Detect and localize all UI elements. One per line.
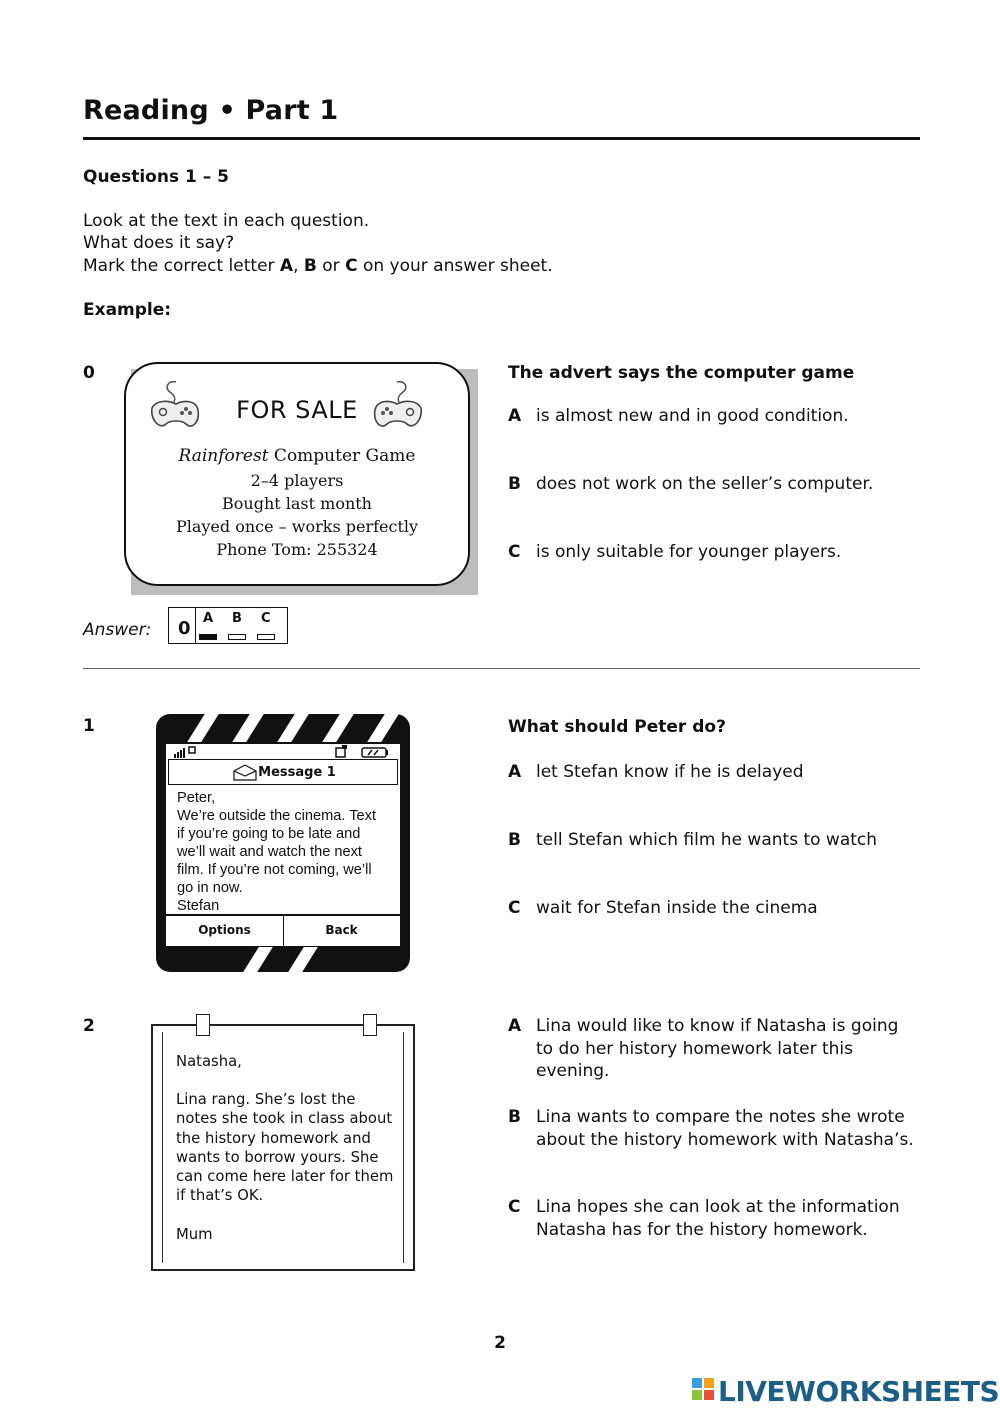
option-letter: C xyxy=(508,1197,521,1217)
advert-game-title: Rainforest xyxy=(178,446,269,466)
signal-icon xyxy=(174,746,198,758)
answer-label: Answer: xyxy=(83,620,152,640)
answer-letter-a: A xyxy=(203,611,214,626)
message-title: Message 1 xyxy=(258,765,336,780)
advert-bought: Bought last month xyxy=(222,494,372,513)
logo-square-icon xyxy=(692,1390,702,1400)
for-sale-advert xyxy=(124,362,470,586)
phone-message xyxy=(156,714,410,972)
message-title-bar xyxy=(168,759,398,785)
advert-players: 2–4 players xyxy=(250,471,344,490)
example-option-b[interactable] xyxy=(508,473,908,497)
example-number: 0 xyxy=(83,363,95,383)
phone-stripe xyxy=(288,947,318,972)
option-letter: A xyxy=(508,762,522,782)
option-text: Lina hopes she can look at the information Natasha has for the history homework. xyxy=(536,1197,900,1240)
letter-b: B xyxy=(303,256,317,276)
answer-letter-c: C xyxy=(261,611,271,626)
letter-c: C xyxy=(345,256,358,276)
q2-option-c[interactable] xyxy=(508,1196,908,1242)
phone-stripe xyxy=(277,714,308,742)
example-question: The advert says the computer game xyxy=(508,363,855,383)
message-line: go in now. xyxy=(177,880,243,896)
message-line: if you’re going to be late and xyxy=(177,826,361,842)
option-text: let Stefan know if he is delayed xyxy=(536,762,804,782)
phone-stripe xyxy=(187,714,218,742)
phone-stripe xyxy=(232,714,263,742)
note-line: Lina rang. She’s lost the xyxy=(176,1091,356,1108)
message-text xyxy=(177,789,399,915)
note-line: if that’s OK. xyxy=(176,1187,264,1205)
option-text: does not work on the seller’s computer. xyxy=(536,474,874,494)
example-label: Example: xyxy=(83,300,172,320)
option-letter: A xyxy=(508,406,522,426)
instruction-text: on your answer sheet. xyxy=(357,256,553,276)
envelope-icon xyxy=(233,764,257,781)
phone-status-bar xyxy=(166,744,400,759)
option-text: Lina would like to know if Natasha is going to do her history homework later this evening. xyxy=(536,1016,899,1081)
note-line: can come here later for them xyxy=(176,1168,394,1186)
phone-screen xyxy=(165,743,401,947)
instruction-text: or xyxy=(316,256,346,276)
pin-icon xyxy=(196,1014,210,1036)
note-paper xyxy=(151,1024,415,1271)
message-line: Peter, xyxy=(177,790,216,806)
page-number: 2 xyxy=(494,1333,506,1353)
option-letter: C xyxy=(508,898,521,918)
page-title: Reading • Part 1 xyxy=(83,95,339,126)
option-letter: B xyxy=(508,830,521,850)
advert-game-type: Computer Game xyxy=(268,446,416,466)
answer-box-divider xyxy=(195,608,196,643)
advert-phone: Phone Tom: 255324 xyxy=(216,540,378,559)
battery-icon xyxy=(334,745,390,758)
note-line: the history homework and xyxy=(176,1129,371,1147)
q1-option-c[interactable] xyxy=(508,897,908,921)
answer-mark-b[interactable] xyxy=(228,634,246,640)
back-softkey[interactable]: Back xyxy=(325,923,358,937)
answer-letter-b: B xyxy=(232,611,242,626)
advert-heading: FOR SALE xyxy=(236,396,358,424)
instruction-line-3 xyxy=(83,255,553,278)
options-softkey[interactable]: Options xyxy=(166,916,284,946)
message-line: Stefan xyxy=(177,898,220,914)
questions-range: Questions 1 – 5 xyxy=(83,167,229,187)
advert-game-name xyxy=(126,446,468,466)
note-line: wants to borrow yours. She xyxy=(176,1148,379,1166)
phone-stripe xyxy=(322,714,353,742)
note-signoff: Mum xyxy=(176,1226,213,1243)
instruction-line-2: What does it say? xyxy=(83,233,235,253)
message-line: We’re outside the cinema. Text xyxy=(177,808,377,824)
q2-option-b[interactable] xyxy=(508,1106,914,1152)
section-divider xyxy=(83,668,920,669)
option-text: is almost new and in good condition. xyxy=(536,406,849,426)
option-letter: B xyxy=(508,474,521,494)
question-1-text: What should Peter do? xyxy=(508,717,726,737)
q1-option-b[interactable] xyxy=(508,829,908,853)
example-option-a[interactable] xyxy=(508,405,908,429)
q1-option-a[interactable] xyxy=(508,761,908,785)
note-line: notes she took in class about xyxy=(176,1110,393,1128)
advert-played: Played once – works perfectly xyxy=(175,517,419,536)
option-letter: A xyxy=(508,1016,522,1036)
instruction-line-1: Look at the text in each question. xyxy=(83,211,370,231)
instruction-text: Mark the correct letter xyxy=(83,256,280,276)
option-letter: C xyxy=(508,542,521,562)
message-line: we’ll wait and watch the next xyxy=(177,844,362,860)
title-rule xyxy=(83,137,920,140)
pin-icon xyxy=(363,1014,377,1036)
logo-square-icon xyxy=(692,1378,702,1388)
option-text: Lina wants to compare the notes she wrote about the history homework with Natasha’s. xyxy=(536,1107,914,1150)
answer-box-number: 0 xyxy=(178,618,191,639)
answer-box xyxy=(168,607,288,644)
phone-stripe xyxy=(367,714,398,742)
q2-option-a[interactable] xyxy=(508,1015,908,1081)
option-letter: B xyxy=(508,1107,521,1127)
phone-stripe xyxy=(243,947,273,972)
option-text: tell Stefan which film he wants to watch xyxy=(536,830,878,850)
logo-square-icon xyxy=(704,1378,714,1388)
phone-softkeys xyxy=(166,914,400,946)
question-1-number: 1 xyxy=(83,716,95,736)
logo-text: LIVEWORKSHEETS xyxy=(718,1375,1000,1408)
message-line: film. If you’re not coming, we’ll xyxy=(177,862,372,878)
option-text: is only suitable for younger players. xyxy=(536,542,842,562)
answer-mark-c[interactable] xyxy=(257,634,275,640)
question-2-number: 2 xyxy=(83,1016,95,1036)
instruction-text: , xyxy=(293,256,304,276)
letter-a: A xyxy=(279,256,294,276)
note-greeting: Natasha, xyxy=(176,1053,242,1070)
answer-mark-a[interactable] xyxy=(199,634,217,640)
example-option-c[interactable] xyxy=(508,541,908,565)
note-body xyxy=(176,1090,411,1206)
option-text: wait for Stefan inside the cinema xyxy=(536,898,818,918)
logo-square-icon xyxy=(704,1390,714,1400)
